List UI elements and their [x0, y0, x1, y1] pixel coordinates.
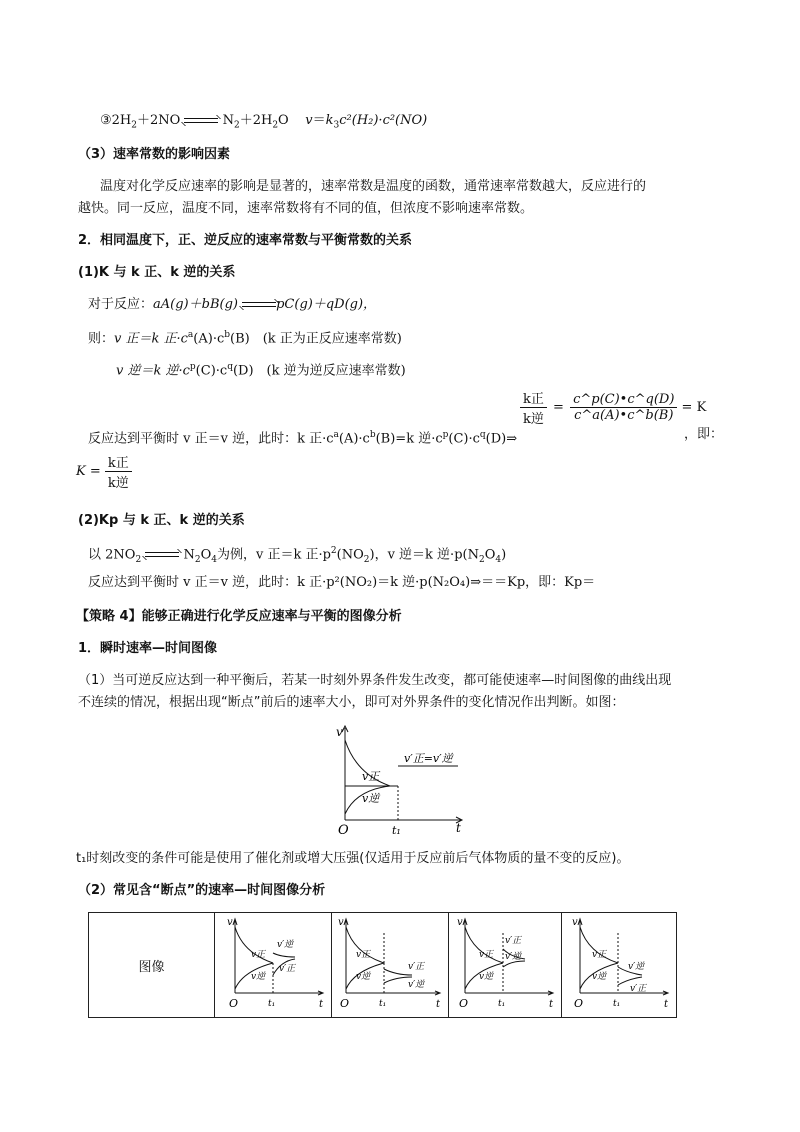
- svg-text:v: v: [572, 917, 578, 928]
- graph-cell-4: [562, 913, 677, 1018]
- svg-text:v′正: v′正: [630, 984, 647, 994]
- svg-text:v正: v正: [356, 950, 371, 960]
- svg-text:v′正: v′正: [408, 962, 425, 972]
- v-reverse-label: v逆: [362, 792, 380, 805]
- svg-text:v: v: [227, 917, 233, 928]
- paragraph-line-2: 越快。同一反应，温度不同，速率常数将有不同的值，但浓度不影响速率常数。: [78, 201, 534, 216]
- svg-text:O: O: [340, 997, 350, 1010]
- heading-kp-relation: (2)Kp 与 k 正、k 逆的关系: [78, 513, 245, 528]
- heading-instant-rate: 1．瞬时速率—时间图像: [78, 641, 218, 656]
- intro-line-2: 不连续的情况，根据出现“断点”前后的速率大小，即可对外界条件的变化情况作出判断。如图：: [78, 695, 625, 710]
- v-forward-label: v正: [362, 770, 380, 783]
- heading-section-2: 2．相同温度下，正、逆反应的速率常数与平衡常数的关系: [78, 233, 413, 248]
- k-definition: K = $\frac{\text{k正}}{\text{k逆}}$: [76, 452, 132, 491]
- svg-text:v′逆: v′逆: [408, 980, 425, 990]
- graph-cell-3: [449, 913, 562, 1018]
- svg-text:v′正: v′正: [279, 964, 296, 974]
- svg-text:O: O: [459, 997, 469, 1010]
- graph-1: [215, 913, 331, 1013]
- graph-2: [332, 913, 448, 1013]
- k-ratio-formula: $\frac{\text{k正}}{\text{k逆}}$ = $\frac{c\^{}p(C)•c\^{}q(D)}{c\^{}a(A)•c\^{}b(B)}$ = K: [520, 388, 706, 427]
- svg-text:t₁: t₁: [613, 999, 621, 1009]
- table-label-cell: [89, 913, 215, 1018]
- svg-text:v正: v正: [479, 950, 494, 960]
- svg-text:v′正: v′正: [505, 936, 522, 946]
- concentration-fraction: $\frac{c\^{}p(C)•c\^{}q(D)}{c\^{}a(A)•c\^{}b(B)}$: [570, 392, 677, 423]
- svg-text:v正: v正: [251, 950, 266, 960]
- svg-text:t₁: t₁: [268, 999, 276, 1009]
- svg-text:t: t: [319, 999, 324, 1010]
- rate-time-graph: [330, 722, 475, 838]
- equilibrium-line: 反应达到平衡时 v 正＝v 逆，此时：k 正$\cdot c^a(A)\cdot c^b(B)=k$ 逆$\cdot c^p(C)\cdot c^q(D)\Rightarrow$: [88, 430, 518, 447]
- table-label: 图像: [138, 959, 165, 975]
- no2-example-line: 以 $2NO_2$ $N_2O_4$为例，v 正＝k 正$\cdot p^2(NO_2)$，v 逆＝k 逆$\cdot p(N_2O_4)$: [88, 546, 507, 565]
- svg-text:v: v: [338, 917, 344, 928]
- svg-text:t₁: t₁: [498, 999, 506, 1009]
- heading-breakpoint-analysis: （2）常见含“断点”的速率—时间图像分析: [78, 883, 326, 898]
- svg-text:O: O: [574, 997, 584, 1010]
- kp-equilibrium-line: 反应达到平衡时 v 正＝v 逆，此时：k 正·p²(NO₂)＝k 逆·p(N₂O₄)⇒＝＝Kp，即：Kp＝: [88, 575, 596, 590]
- heading-rate-constant-factors: （3）速率常数的影响因素: [78, 147, 231, 162]
- equilibrium-line-end: ，即：: [684, 427, 724, 442]
- graph-3: [449, 913, 561, 1013]
- paragraph-line-1: 温度对化学反应速率的影响是显著的，速率常数是温度的函数，通常速率常数越大，反应进行的: [100, 179, 647, 194]
- svg-text:v: v: [457, 917, 463, 928]
- equation-3: $③2H_2+2NO$ $N_2+2H_2O$ $v=k_3c^2(H_2)\cdot c^2(NO)$: [100, 113, 428, 131]
- equilibrium-arrow: [145, 550, 179, 560]
- svg-text:t: t: [436, 999, 441, 1010]
- y-label: v: [336, 725, 343, 739]
- svg-text:t: t: [664, 999, 669, 1010]
- v-after-label: v′正=v′逆: [404, 752, 453, 765]
- equilibrium-arrow: [242, 300, 276, 310]
- svg-text:t: t: [549, 999, 554, 1010]
- svg-text:v′逆: v′逆: [277, 940, 294, 950]
- origin-label: O: [338, 823, 349, 838]
- graph-cell-2: [332, 913, 449, 1018]
- v-reverse-line: v 逆＝k 逆$\cdot c^p(C)\cdot c^q(D)$ (k 逆为逆反应速率常数): [116, 362, 406, 379]
- svg-text:v′逆: v′逆: [628, 962, 645, 972]
- heading-k-relation: (1)K 与 k 正、k 逆的关系: [78, 265, 236, 280]
- svg-text:v逆: v逆: [356, 972, 371, 982]
- graph-4: [562, 913, 676, 1013]
- x-label: t: [456, 821, 461, 835]
- v-forward-line: 则：v 正＝k 正$\cdot c^a(A)\cdot c^b(B)$ (k 正为正反应速率常数): [88, 330, 402, 347]
- strategy-heading: 【策略 4】能够正确进行化学反应速率与平衡的图像分析: [76, 609, 402, 624]
- svg-text:v正: v正: [592, 950, 607, 960]
- svg-text:v′逆: v′逆: [505, 952, 522, 962]
- reaction-line: 对于反应：aA(g)＋bB(g) pC(g)＋qD(g)，: [88, 297, 377, 312]
- graph-cell-1: [215, 913, 332, 1018]
- intro-line-1: （1）当可逆反应达到一种平衡后，若某一时刻外界条件发生改变，都可能使速率—时间图像的曲线出现: [78, 673, 672, 688]
- t1-label: t₁: [392, 824, 401, 837]
- svg-text:v逆: v逆: [251, 972, 266, 982]
- svg-text:v逆: v逆: [479, 972, 494, 982]
- graph-table: [88, 912, 677, 1018]
- svg-text:O: O: [229, 997, 239, 1010]
- t1-note: t₁时刻改变的条件可能是使用了催化剂或增大压强(仅适用于反应前后气体物质的量不变的反应)。: [76, 851, 630, 866]
- equilibrium-arrow: [184, 116, 218, 126]
- k-fraction: $\frac{\text{k正}}{\text{k逆}}$: [520, 388, 547, 427]
- svg-text:v逆: v逆: [592, 972, 607, 982]
- svg-text:t₁: t₁: [379, 999, 387, 1009]
